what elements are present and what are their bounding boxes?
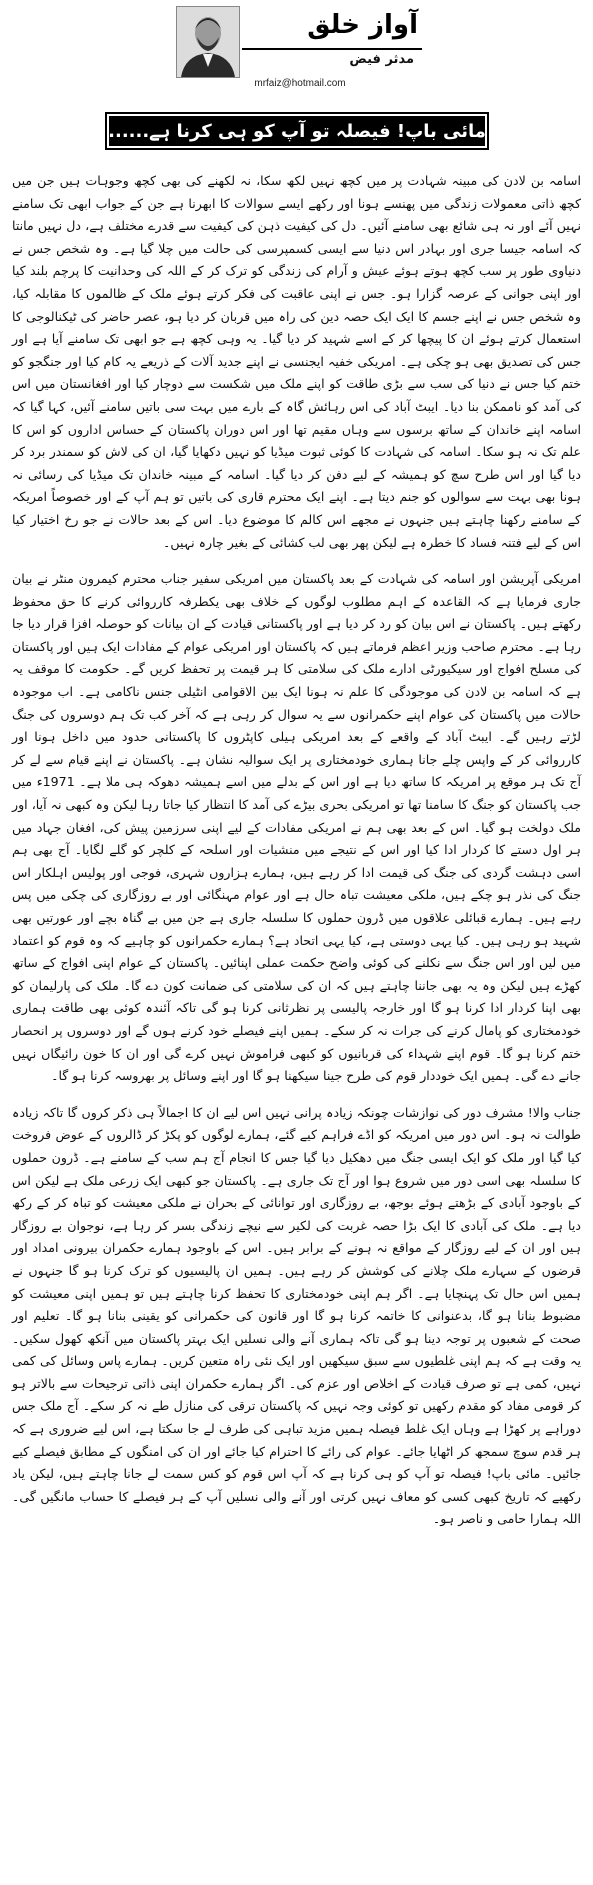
column-header	[242, 6, 422, 76]
column-title: آواز خلق	[307, 10, 418, 40]
article-paragraph: اسامہ بن لادن کی مبینہ شہادت پر میں کچھ نہیں لکھ سکا، نہ لکھنے کی بھی کچھ وجوہات ہیں جن میں کچھ ذاتی معمولات زندگی میں پھنسے ہونا اور رکھے ایسے سوالات کا ابھرنا ہے جن کے جواب ابھی تک سامنے نہیں آئے اور نہ ہی شائع بھی سامنے آئیں۔ دل کی کیفیت ذہن کی کیفیت سے قدرے مختلف ہے، دل نہیں مانتا کہ اسامہ جیسا جری اور بہادر اس دنیا سے ایسی کسمپرسی کی حالت میں چلا گیا ہے۔ وہ شخص جس نے دنیاوی طور پر سب کچھ ہوتے ہوئے عیش و آرام کی زندگی کو ترک کر کے اللہ کی وحدانیت کا پرچم بلند کیا اور اپنی جوانی کے عرصہ گزارا ہو۔ جس نے اپنی عاقبت کی فکر کرتے ہوئے ملک کے ظالموں کا مقابلہ کیا، وہ شخص جس نے اپنے جسم کا ایک ایک حصہ دین کی راہ میں قربان کر دیا ہو، عصر حاضر کی ٹیکنالوجی کا استعمال کرتے ہوئے ان کا پیچھا کر کے اسے شہید کر دیا گیا۔ یہ وہی کچھ ہے جو ابھی تک سامنے آیا ہے اور جس کی تصدیق بھی ہو چکی ہے۔ امریکی خفیہ ایجنسی نے اپنے جدید آلات کے ذریعے یہ کام کیا اور جنگجو کو ختم کیا جس نے دنیا کی سب سے بڑی طاقت کو اپنے ملک میں شکست سے دوچار کیا اور افغانستان میں اس کی آمد کو ناممکن بنا دیا۔ ایبٹ آباد کی اس رہائش گاہ کے بارے میں بہت سی باتیں سامنے آئیں، کہا گیا کہ اسامہ اپنے خاندان کے ساتھ برسوں سے وہاں مقیم تھا اور اس دوران پاکستان کے حساس اداروں کو اس کا علم تک نہ ہو سکا۔ اسامہ کی شہادت کا کوئی ثبوت میڈیا کو نہیں دکھایا گیا، ان کی لاش کو سمندر برد کر دیا گیا اور اس طرح سچ کو ہمیشہ کے لیے دفن کر دیا گیا۔ اسامہ کے مبینہ خاندان تک میڈیا کی رسائی نہ ہونا بھی بہت سے سوالوں کو جنم دیتا ہے۔ اپنے ایک محترم قاری کی باتیں تو ہم آپ کے اور خصوصاً امریکہ کے سامنے رکھنا چاہتے ہیں جنہوں نے مجھے اس کالم کا موضوع دیا۔ اس کے بعد حالات نے جو رخ اختیار کیا اس کے لیے فتنہ فساد کا خطرہ ہے لیکن پھر بھی لب کشائی کے بغیر چارہ نہیں۔	[12, 173, 581, 550]
article-body	[12, 170, 581, 1870]
article-paragraph: امریکی آپریشن اور اسامہ کی شہادت کے بعد پاکستان میں امریکی سفیر جناب محترم کیمرون منٹر نے بیان جاری فرمایا ہے کہ القاعدہ کے اہم مطلوب لوگوں کے خلاف بھی یکطرفہ کارروائی کرنے کا حق محفوظ رکھتے ہیں۔ پاکستان نے اس بیان کو رد کر دیا ہے اور پاکستانی قیادت کے ان بیانات کو حوصلہ افزا قرار دیا جا رہا ہے۔ محترم صاحب وزیر اعظم فرماتے ہیں کہ پاکستان اور امریکی عوام کے مفادات ایک ہیں اور پاکستان کی مسلح افواج اور سیکیورٹی ادارے ملک کی سلامتی کا ہر قیمت پر تحفظ کریں گے۔ حکومت کا موقف یہ ہے کہ اسامہ بن لادن کی موجودگی کا علم نہ ہونا ایک بین الاقوامی انٹیلی جنس ناکامی ہے۔ اب موجودہ حالات میں پاکستان کی عوام اپنے حکمرانوں سے یہ سوال کر رہی ہے کہ آخر کب تک ہم دوسروں کی جنگ لڑتے رہیں گے۔ ایبٹ آباد کے واقعے کے بعد امریکی ہیلی کاپٹروں کا پاکستانی حدود میں داخل ہونا اور کارروائی کر کے واپس چلے جانا ہماری خودمختاری پر ایک سوالیہ نشان ہے۔ پاکستان نے اپنے قیام سے لے کر آج تک ہر موقع پر امریکہ کا ساتھ دیا ہے اور اس کے بدلے میں اسے ہمیشہ دھوکہ ہی ملا ہے۔ 1971ء میں جب پاکستان کو جنگ کا سامنا تھا تو امریکی بحری بیڑے کی آمد کا انتظار کیا جاتا رہا لیکن وہ کبھی نہ آیا، اور ملک دولخت ہو گیا۔ اس کے بعد بھی ہم نے امریکی مفادات کے لیے اپنی سرزمین پیش کی، افغان جہاد میں ہر اول دستے کا کردار ادا کیا اور اس کے نتیجے میں منشیات اور اسلحہ کے کلچر کو گلے لگایا۔ آج بھی ہم اسی دہشت گردی کی جنگ کی قیمت ادا کر رہے ہیں، ہمارے ہزاروں شہری، فوجی اور پولیس اہلکار اس جنگ کی نذر ہو چکے ہیں، ملکی معیشت تباہ حال ہے اور عوام مہنگائی اور بے روزگاری کی چکی میں پس رہے ہیں۔ ہمارے قبائلی علاقوں میں ڈرون حملوں کا سلسلہ جاری ہے جن میں بے گناہ بچے اور عورتیں بھی شہید ہو رہی ہیں۔ کیا یہی دوستی ہے، کیا یہی اتحاد ہے؟ ہمارے حکمرانوں کو چاہیے کہ وہ قوم کو اعتماد میں لیں اور اس جنگ سے نکلنے کی کوئی واضح حکمت عملی اپنائیں۔ پاکستان کے عوام اپنی افواج کے ساتھ کھڑے ہیں لیکن وہ یہ بھی جاننا چاہتے ہیں کہ ان کی سلامتی کی ضمانت کون دے گا۔ ملک کی پارلیمان کو بھی اپنا کردار ادا کرنا ہو گا اور خارجہ پالیسی پر نظرثانی کرنا ہو گی تاکہ آئندہ کوئی بھی طاقت ہماری خودمختاری کو پامال کرنے کی جرات نہ کر سکے۔ ہمیں اپنے فیصلے خود کرنے ہوں گے اور دوسروں پر انحصار ختم کرنا ہو گا۔ قوم اپنے شہداء کی قربانیوں کو کبھی فراموش نہیں کرے گی اور ان کا خون رائیگاں نہیں جانے دے گی۔ ہمیں ایک خوددار قوم کی طرح جینا سیکھنا ہو گا اور اپنے وسائل پر بھروسہ کرنا ہو گا۔	[12, 571, 582, 1084]
article-headline: مائی باپ! فیصلہ تو آپ کو ہی کرنا ہے......	[105, 112, 489, 150]
author-name: مدثر فیض	[349, 52, 414, 67]
author-email: mrfaiz@hotmail.com	[254, 78, 346, 89]
column-title-rule	[242, 48, 422, 50]
author-photo	[176, 6, 240, 78]
article-paragraph: جناب والا! مشرف دور کی نوازشات چونکہ زیادہ پرانی نہیں اس لیے ان کا اجمالاً ہی ذکر کروں گا تاکہ زیادہ طوالت نہ ہو۔ اس دور میں امریکہ کو اڈے فراہم کیے گئے، ہمارے لوگوں کو پکڑ کر ڈالروں کے عوض فروخت کیا گیا اور ملک کو ایک ایسی جنگ میں دھکیل دیا گیا جس کا انجام آج ہم سب کے سامنے ہے۔ ڈرون حملوں کا سلسلہ بھی اسی دور میں شروع ہوا اور آج تک جاری ہے۔ پاکستان جو کبھی ایک زرعی ملک ہے لیکن اس کے باوجود آبادی کے بڑھتے ہوئے بوجھ، بے روزگاری اور توانائی کے بحران نے ملکی معیشت کو تباہ کر کے رکھ دیا ہے۔ ملک کی آبادی کا ایک بڑا حصہ غربت کی لکیر سے نیچے زندگی بسر کر رہا ہے، نوجوان بے روزگار ہیں اور ان کے لیے روزگار کے مواقع نہ ہونے کے برابر ہیں۔ اس کے باوجود ہمارے حکمران بیرونی امداد اور قرضوں کے سہارے ملک چلانے کی کوشش کر رہے ہیں۔ ہمیں ان پالیسیوں کو ترک کرنا ہو گا جنہوں نے ہمیں اس حال تک پہنچایا ہے۔ اگر ہم اپنی خودمختاری کا تحفظ کرنا چاہتے ہیں تو ہمیں اپنی معیشت کو مضبوط بنانا ہو گا، بدعنوانی کا خاتمہ کرنا ہو گا اور قانون کی حکمرانی کو یقینی بنانا ہو گا۔ تعلیم اور صحت کے شعبوں پر توجہ دینا ہو گی تاکہ ہماری آنے والی نسلیں ایک بہتر پاکستان میں آنکھ کھول سکیں۔ یہ وقت ہے کہ ہم اپنی غلطیوں سے سبق سیکھیں اور ایک نئی راہ متعین کریں۔ ہمارے پاس وسائل کی کمی نہیں، کمی ہے تو صرف قیادت کے اخلاص اور عزم کی۔ اگر ہمارے حکمران اپنی ذاتی ترجیحات سے بالاتر ہو کر قومی مفاد کو مقدم رکھیں تو کوئی وجہ نہیں کہ پاکستان ترقی کی منازل طے نہ کر سکے۔ آج ملک جس دوراہے پر کھڑا ہے وہاں ایک غلط فیصلہ ہمیں مزید تباہی کی طرف لے جا سکتا ہے، اس لیے ضروری ہے کہ ہر قدم سوچ سمجھ کر اٹھایا جائے۔ عوام کی رائے کا احترام کیا جائے اور ان کی امنگوں کے مطابق فیصلے کیے جائیں۔ مائی باپ! فیصلہ تو آپ کو ہی کرنا ہے کہ آپ اس قوم کو کس سمت لے جانا چاہتے ہیں، لیکن یاد رکھیے کہ تاریخ کبھی کسی کو معاف نہیں کرتی اور آنے والی نسلیں آپ کے ہر فیصلے کا حساب مانگیں گی۔ اللہ ہمارا حامی و ناصر ہو۔	[12, 1104, 581, 1527]
column-masthead	[176, 6, 424, 88]
